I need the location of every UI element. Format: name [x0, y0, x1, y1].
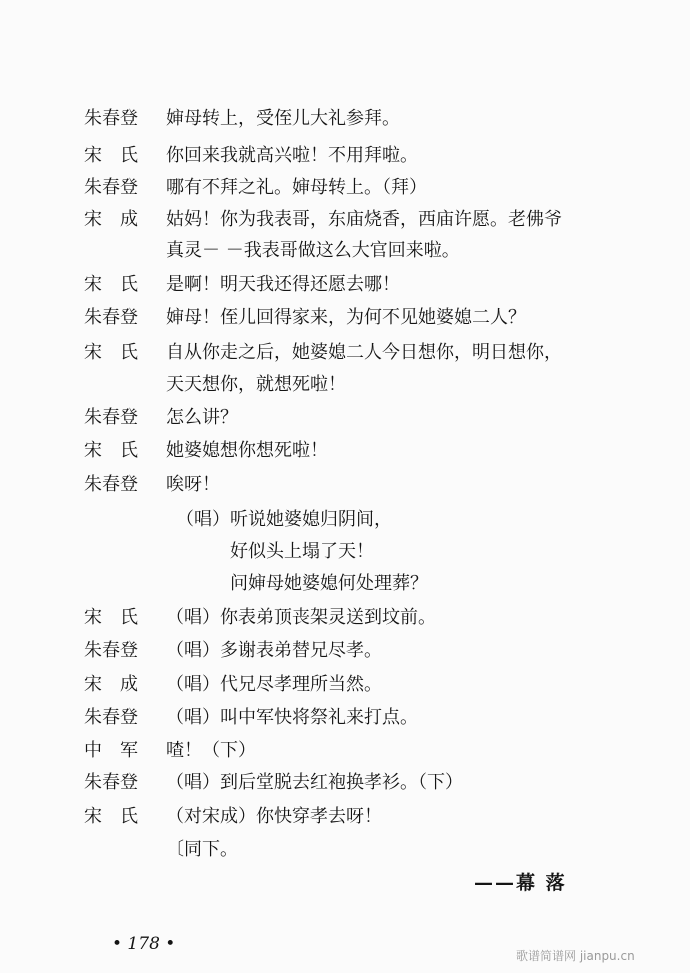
watermark: 歌谱简谱网 jianpu.cn: [516, 949, 635, 963]
speaker-name: 宋氏: [84, 145, 156, 166]
dialogue-text: 自从你走之后，她婆媳二人今日想你，明日想你，: [166, 342, 562, 363]
speaker-name: 朱春登: [84, 640, 138, 661]
speaker-name: 宋氏: [84, 607, 156, 628]
song-text: （唱）听说她婆媳归阴间，: [176, 509, 392, 530]
speaker-name: 宋氏: [84, 806, 156, 827]
page-number: • 178 •: [112, 934, 176, 954]
dialogue-text: 天天想你，就想死啦！: [166, 374, 346, 395]
dialogue-text: 真灵－ －我表哥做这么大官回来啦。: [166, 240, 460, 261]
dialogue-text: 喳！（下）: [166, 740, 256, 761]
dialogue-text: （唱）多谢表弟替兄尽孝。: [166, 640, 382, 661]
dialogue-text: （唱）代兄尽孝理所当然。: [166, 674, 382, 695]
song-text: 问婶母她婆媳何处理葬？: [230, 573, 428, 594]
dialogue-text: 婶母！侄儿回得家来，为何不见她婆媳二人？: [166, 307, 526, 328]
speaker-name: 朱春登: [84, 772, 138, 793]
dialogue-text: 你回来我就高兴啦！不用拜啦。: [166, 145, 418, 166]
dialogue-text: 唉呀！: [166, 474, 220, 495]
stage-direction-text: 〔同下。: [166, 839, 238, 860]
dialogue-text: 哪有不拜之礼。婶母转上。（拜）: [166, 177, 427, 198]
speaker-name: 朱春登: [84, 307, 138, 328]
song-text: 好似头上塌了天！: [230, 541, 374, 562]
speaker-name: 朱春登: [84, 407, 138, 428]
speaker-name: 朱春登: [84, 177, 138, 198]
dialogue-text: 怎么讲？: [166, 407, 238, 428]
speaker-name: 宋氏: [84, 274, 156, 295]
dialogue-text: （唱）叫中军快将祭礼来打点。: [166, 707, 418, 728]
curtain-falls: ——幕 落: [474, 872, 567, 894]
dialogue-text: （唱）你表弟顶丧架灵送到坟前。: [166, 607, 436, 628]
speaker-name: 宋成: [84, 674, 156, 695]
dialogue-text: 婶母转上，受侄儿大礼参拜。: [166, 108, 400, 129]
speaker-name: 朱春登: [84, 474, 138, 495]
dialogue-text: 是啊！明天我还得还愿去哪！: [166, 274, 400, 295]
dialogue-text: （唱）到后堂脱去红袍换孝衫。（下）: [166, 772, 463, 793]
speaker-name: 宋成: [84, 209, 156, 230]
speaker-name: 朱春登: [84, 707, 138, 728]
dialogue-text: 姑妈！你为我表哥，东庙烧香，西庙许愿。老佛爷: [166, 209, 562, 230]
dialogue-text: （对宋成）你快穿孝去呀！: [166, 806, 382, 827]
dialogue-text: 她婆媳想你想死啦！: [166, 440, 328, 461]
speaker-name: 宋氏: [84, 342, 156, 363]
speaker-name: 宋氏: [84, 440, 156, 461]
speaker-name: 朱春登: [84, 108, 138, 129]
speaker-name: 中军: [84, 740, 156, 761]
